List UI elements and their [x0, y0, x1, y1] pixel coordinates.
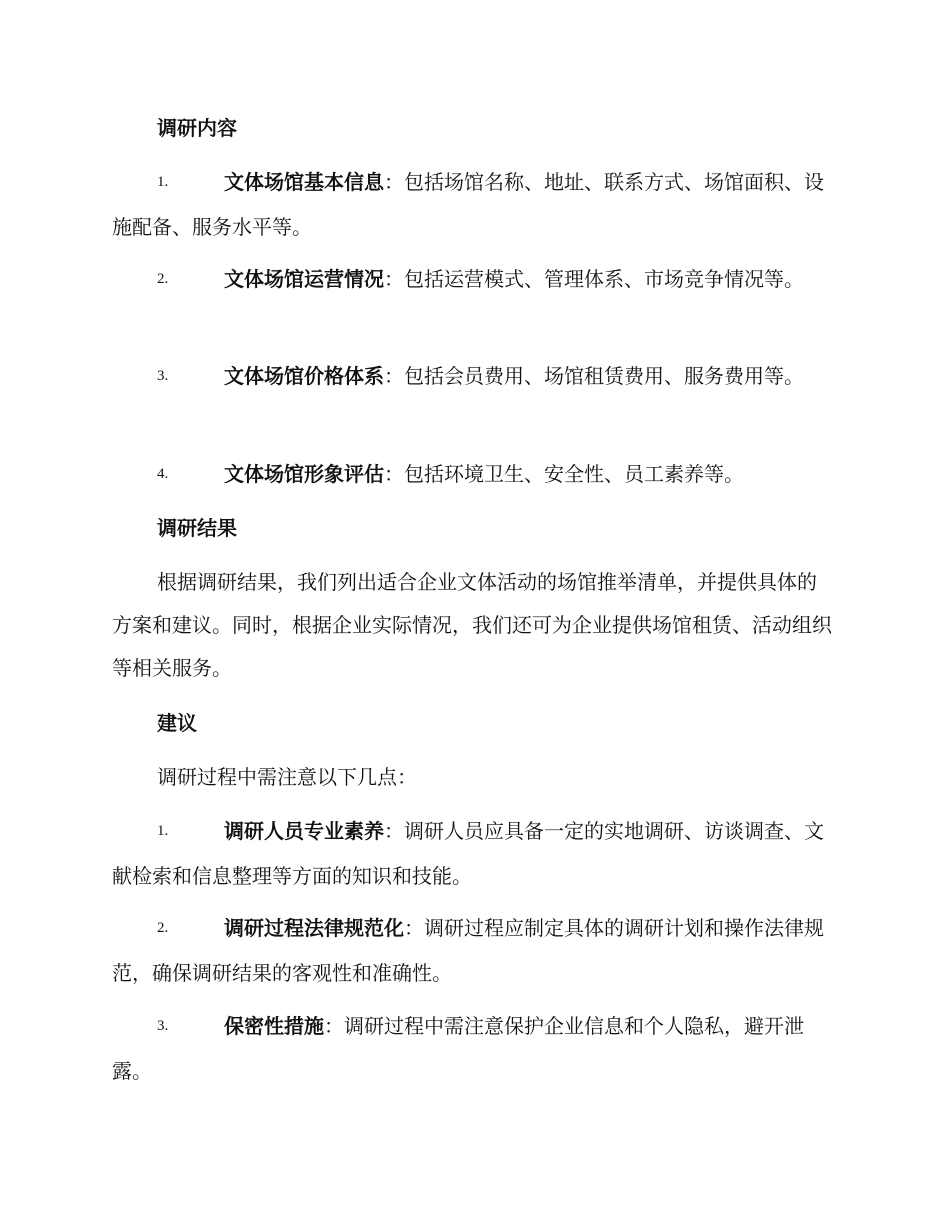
- list-item: [112, 354, 836, 399]
- list-separator: ：: [384, 267, 404, 291]
- list-description: 调研过程中需注意保护企业信息和个人隐私，避开泄露。: [112, 1014, 804, 1083]
- list-term: 文体场馆基本信息: [224, 170, 384, 194]
- list-separator: ：: [404, 916, 424, 940]
- results-paragraph: 根据调研结果，我们列出适合企业文体活动的场馆推举清单，并提供具体的方案和建议。同时，根据企业实际情况，我们还可为企业提供场馆租赁、活动组织等相关服务。: [112, 570, 832, 680]
- list-item: [112, 1004, 836, 1094]
- list-item: [112, 906, 836, 996]
- list-item: [112, 257, 836, 302]
- list-term: 文体场馆运营情况: [224, 267, 384, 291]
- list-description: 包括会员费用、场馆租赁费用、服务费用等。: [404, 364, 804, 388]
- heading-research-content: 调研内容: [157, 116, 237, 140]
- list-term: 文体场馆形象评估: [224, 462, 384, 486]
- list-separator: ：: [384, 364, 404, 388]
- list-description: 包括环境卫生、安全性、员工素养等。: [404, 462, 744, 486]
- list-description: 包括场馆名称、地址、联系方式、场馆面积、设施配备、服务水平等。: [112, 170, 824, 239]
- list-item: [112, 452, 836, 497]
- list-term: 调研过程法律规范化: [224, 916, 404, 940]
- list-description: 包括运营模式、管理体系、市场竞争情况等。: [404, 267, 804, 291]
- heading-suggestions: 建议: [157, 711, 197, 735]
- list-number: 1.: [157, 174, 169, 190]
- list-number: 1.: [157, 823, 169, 839]
- list-separator: ：: [384, 170, 404, 194]
- list-number: 2.: [157, 271, 169, 287]
- list-description: 调研过程应制定具体的调研计划和操作法律规范，确保调研结果的客观性和准确性。: [112, 916, 824, 985]
- list-description: 调研人员应具备一定的实地调研、访谈调查、文献检索和信息整理等方面的知识和技能。: [112, 819, 824, 888]
- list-term: 文体场馆价格体系: [224, 364, 384, 388]
- heading-research-results: 调研结果: [157, 516, 237, 540]
- list-separator: ：: [384, 462, 404, 486]
- list-separator: ：: [384, 819, 404, 843]
- suggestions-intro: 调研过程中需注意以下几点：: [157, 765, 417, 789]
- list-separator: ：: [324, 1014, 344, 1038]
- list-number: 3.: [157, 368, 169, 384]
- list-term: 调研人员专业素养: [224, 819, 384, 843]
- list-number: 2.: [157, 920, 169, 936]
- list-number: 3.: [157, 1018, 169, 1034]
- list-item: [112, 160, 836, 250]
- list-item: [112, 809, 836, 899]
- list-term: 保密性措施: [224, 1014, 324, 1038]
- list-number: 4.: [157, 466, 169, 482]
